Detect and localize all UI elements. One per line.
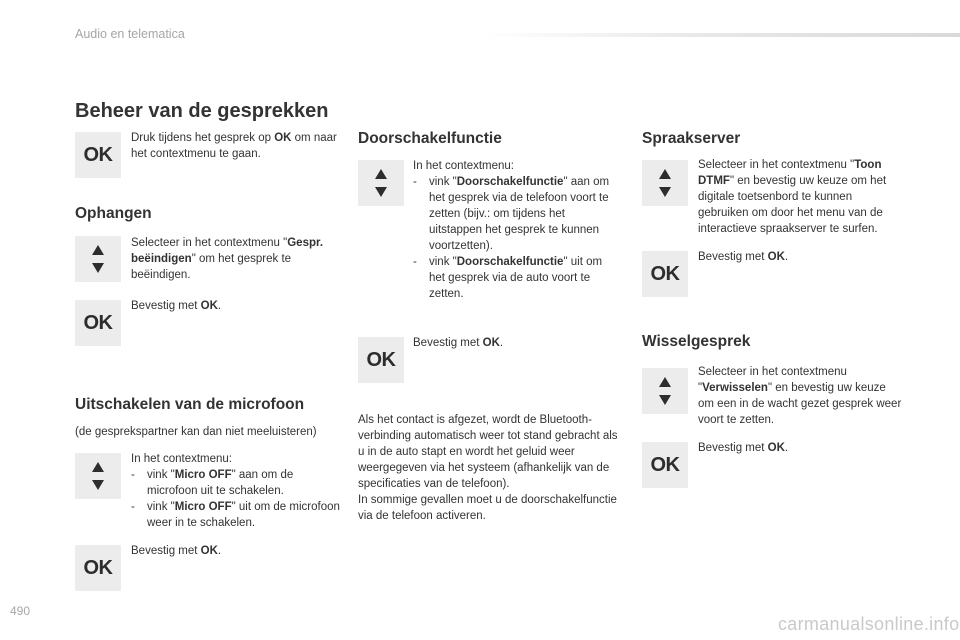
arrow-keys-icon	[75, 453, 121, 499]
wisselgesprek-confirm-text: Bevestig met OK.	[698, 442, 789, 454]
wisselgesprek-select-text: Selecteer in het contextmenu "Verwisselen" en bevestig uw keuze om een in de wacht gezet gesprek weer voort te zetten.	[698, 366, 902, 426]
list-item: - vink "Doorschakelfunctie" aan om het gesprek via de telefoon voort te zetten (bijv.: om tijdens het uitstappen het gesprek te kunnen voortzetten).	[413, 176, 610, 252]
ok-key-icon: OK	[358, 337, 404, 383]
section-title-wisselgesprek: Wisselgesprek	[642, 333, 751, 350]
section-title-ophangen: Ophangen	[75, 205, 152, 222]
section-title-doorschakel: Doorschakelfunctie	[358, 130, 502, 147]
ophangen-confirm-text: Bevestig met OK.	[131, 300, 222, 312]
watermark: carmanualsonline.info	[778, 614, 960, 634]
ok-key-icon: OK	[642, 251, 688, 297]
list-item: - vink "Micro OFF" aan om de microfoon uit te schakelen.	[131, 469, 294, 497]
spraakserver-confirm-text: Bevestig met OK.	[698, 251, 789, 263]
ok-key-icon: OK	[75, 132, 121, 178]
header-bar	[480, 33, 960, 37]
microfoon-confirm-text: Bevestig met OK.	[131, 545, 222, 557]
page-title: Beheer van de gesprekken	[75, 100, 329, 122]
section-title-microfoon: Uitschakelen van de microfoon	[75, 396, 305, 413]
page-number: 490	[10, 604, 31, 618]
list-item: - vink "Micro OFF" uit om de microfoon weer in te schakelen.	[131, 501, 340, 529]
section-title-spraakserver: Spraakserver	[642, 130, 741, 147]
doorschakel-confirm-text: Bevestig met OK.	[413, 337, 504, 349]
spraakserver-select-text: Selecteer in het contextmenu "Toon DTMF" en bevestig uw keuze om het digitale toetsenbord te kunnen gebruiken om door het menu van de interactieve spraakserver te surfen.	[698, 159, 887, 235]
arrow-keys-icon	[642, 368, 688, 414]
ophangen-select-text: Selecteer in het contextmenu "Gespr. beëindigen" om het gesprek te beëindigen.	[131, 237, 324, 281]
list-item: - vink "Doorschakelfunctie" uit om het gesprek via de auto voort te zetten.	[413, 256, 603, 300]
running-header: Audio en telematica	[75, 27, 185, 41]
ok-key-icon: OK	[642, 442, 688, 488]
doorschakel-menu-text: In het contextmenu: - vink "Doorschakelfunctie" aan om het gesprek via de telefoon voort te zetten (bijv.: om tijdens het uitstappen het gesprek te kunnen voortzetten). - vink "Doorschakelfunctie" uit om het gesprek via de auto voort te zetten.	[413, 158, 621, 302]
arrow-keys-icon	[358, 160, 404, 206]
arrow-keys-icon	[75, 236, 121, 282]
microfoon-note: (de gesprekspartner kan dan niet meeluisteren)	[75, 426, 317, 438]
intro-text: Druk tijdens het gesprek op OK om naar het contextmenu te gaan.	[131, 132, 337, 160]
doorschakel-note: Als het contact is afgezet, wordt de Bluetooth-verbinding automatisch weer tot stand gebracht als u in de auto stapt en wordt het geluid weer weergegeven via het systeem (afhankelijk van de specificaties van de telefoon). In sommige gevallen moet u de doorschakelfunctie via de telefoon activeren.	[358, 414, 618, 522]
ok-key-icon: OK	[75, 300, 121, 346]
microfoon-menu-text: In het contextmenu: - vink "Micro OFF" aan om de microfoon uit te schakelen. - vink "Micro OFF" uit om de microfoon weer in te schakelen.	[131, 453, 340, 529]
arrow-keys-icon	[642, 160, 688, 206]
ok-key-icon: OK	[75, 545, 121, 591]
